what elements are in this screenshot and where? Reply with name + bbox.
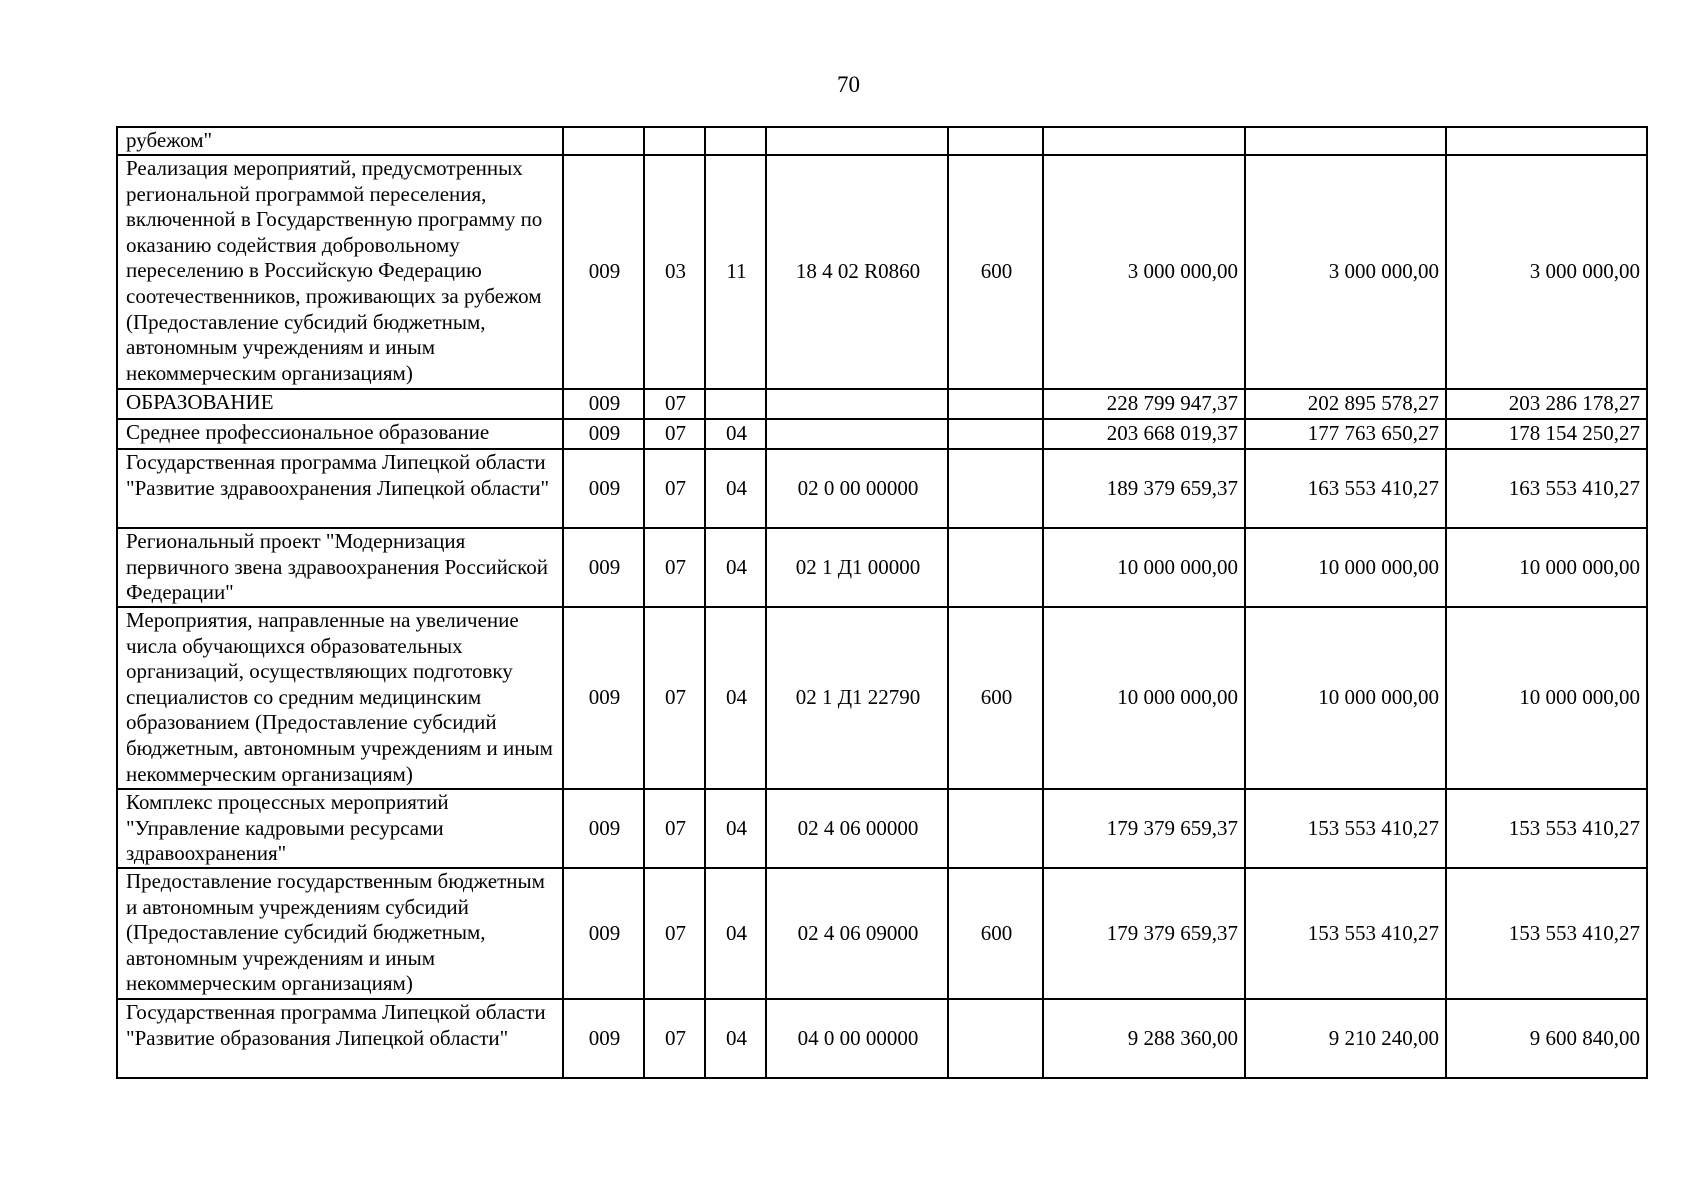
row-name: Государственная программа Липецкой области "Развитие здравоохранения Липецкой области" [117, 449, 563, 528]
cell-expense-type [948, 449, 1043, 528]
cell-expense-type [948, 999, 1043, 1078]
cell-gov-code: 009 [563, 607, 644, 789]
cell-target-article: 02 4 06 00000 [766, 789, 948, 868]
cell-amount-year3: 203 286 178,27 [1446, 389, 1647, 419]
cell-amount-year2: 10 000 000,00 [1245, 528, 1446, 607]
cell-expense-type [948, 789, 1043, 868]
table-row [117, 449, 1647, 528]
cell-subsection: 04 [705, 419, 766, 449]
cell-target-article: 02 0 00 00000 [766, 449, 948, 528]
table-row [117, 999, 1647, 1078]
cell-amount-year3: 3 000 000,00 [1446, 155, 1647, 389]
cell-amount-year3: 153 553 410,27 [1446, 789, 1647, 868]
cell-target-article: 02 1 Д1 22790 [766, 607, 948, 789]
cell-expense-type [948, 528, 1043, 607]
cell-amount-year3: 153 553 410,27 [1446, 868, 1647, 999]
cell-amount-year3: 10 000 000,00 [1446, 528, 1647, 607]
row-name: Комплекс процессных мероприятий "Управление кадровыми ресурсами здравоохранения" [117, 789, 563, 868]
cell-gov-code: 009 [563, 868, 644, 999]
cell-subsection: 04 [705, 868, 766, 999]
cell-section: 07 [644, 449, 705, 528]
row-name: рубежом" [117, 127, 563, 155]
table-body [117, 127, 1647, 1078]
cell-amount-year2: 9 210 240,00 [1245, 999, 1446, 1078]
table-row [117, 868, 1647, 999]
page-number: 70 [837, 72, 860, 97]
table-row [117, 607, 1647, 789]
cell-amount-year1: 10 000 000,00 [1043, 607, 1245, 789]
cell-subsection: 04 [705, 528, 766, 607]
cell-subsection: 11 [705, 155, 766, 389]
cell-amount-year2: 177 763 650,27 [1245, 419, 1446, 449]
cell-expense-type: 600 [948, 607, 1043, 789]
cell-gov-code: 009 [563, 419, 644, 449]
cell-amount-year1: 203 668 019,37 [1043, 419, 1245, 449]
cell-amount-year3 [1446, 127, 1647, 155]
cell-subsection: 04 [705, 607, 766, 789]
cell-target-article: 18 4 02 R0860 [766, 155, 948, 389]
cell-gov-code: 009 [563, 449, 644, 528]
cell-gov-code: 009 [563, 528, 644, 607]
cell-section: 07 [644, 389, 705, 419]
cell-amount-year1: 3 000 000,00 [1043, 155, 1245, 389]
cell-amount-year1: 228 799 947,37 [1043, 389, 1245, 419]
cell-amount-year1: 10 000 000,00 [1043, 528, 1245, 607]
table-row [117, 419, 1647, 449]
cell-expense-type [948, 419, 1043, 449]
cell-target-article: 02 1 Д1 00000 [766, 528, 948, 607]
cell-gov-code [563, 127, 644, 155]
cell-amount-year3: 163 553 410,27 [1446, 449, 1647, 528]
cell-amount-year3: 9 600 840,00 [1446, 999, 1647, 1078]
cell-section [644, 127, 705, 155]
cell-amount-year2: 202 895 578,27 [1245, 389, 1446, 419]
cell-amount-year1: 189 379 659,37 [1043, 449, 1245, 528]
cell-amount-year1: 9 288 360,00 [1043, 999, 1245, 1078]
budget-table [116, 126, 1648, 1079]
cell-amount-year2: 10 000 000,00 [1245, 607, 1446, 789]
cell-subsection [705, 389, 766, 419]
row-name: Мероприятия, направленные на увеличение числа обучающихся образовательных организаций, осуществляющих подготовку специалистов со средним медицинским образованием (Предоставление субсидий бюджетным, автономным учреждениям и иным некоммерческим организациям) [117, 607, 563, 789]
cell-section: 07 [644, 419, 705, 449]
cell-section: 03 [644, 155, 705, 389]
cell-subsection: 04 [705, 449, 766, 528]
cell-section: 07 [644, 999, 705, 1078]
cell-amount-year1: 179 379 659,37 [1043, 868, 1245, 999]
cell-gov-code: 009 [563, 789, 644, 868]
table-row [117, 127, 1647, 155]
row-name: Среднее профессиональное образование [117, 419, 563, 449]
table-row [117, 155, 1647, 389]
cell-amount-year3: 10 000 000,00 [1446, 607, 1647, 789]
cell-subsection [705, 127, 766, 155]
row-name: ОБРАЗОВАНИЕ [117, 389, 563, 419]
cell-target-article [766, 389, 948, 419]
cell-subsection: 04 [705, 999, 766, 1078]
cell-expense-type [948, 389, 1043, 419]
cell-amount-year1 [1043, 127, 1245, 155]
cell-target-article: 02 4 06 09000 [766, 868, 948, 999]
cell-expense-type: 600 [948, 868, 1043, 999]
row-name: Реализация мероприятий, предусмотренных региональной программой переселения, включенной в Государственную программу по оказанию содействия добровольному переселению в Российскую Федерацию соотечественников, проживающих за рубежом (Предоставление субсидий бюджетным, автономным учреждениям и иным некоммерческим организациям) [117, 155, 563, 389]
cell-gov-code: 009 [563, 155, 644, 389]
cell-amount-year2: 153 553 410,27 [1245, 868, 1446, 999]
cell-target-article: 04 0 00 00000 [766, 999, 948, 1078]
row-name: Региональный проект "Модернизация первичного звена здравоохранения Российской Федерации" [117, 528, 563, 607]
cell-subsection: 04 [705, 789, 766, 868]
table-row [117, 528, 1647, 607]
cell-expense-type: 600 [948, 155, 1043, 389]
cell-amount-year2: 153 553 410,27 [1245, 789, 1446, 868]
row-name: Предоставление государственным бюджетным и автономным учреждениям субсидий (Предоставление субсидий бюджетным, автономным учреждениям и иным некоммерческим организациям) [117, 868, 563, 999]
cell-amount-year2: 3 000 000,00 [1245, 155, 1446, 389]
cell-section: 07 [644, 868, 705, 999]
cell-section: 07 [644, 528, 705, 607]
cell-section: 07 [644, 607, 705, 789]
cell-gov-code: 009 [563, 389, 644, 419]
table-row [117, 789, 1647, 868]
cell-expense-type [948, 127, 1043, 155]
cell-amount-year1: 179 379 659,37 [1043, 789, 1245, 868]
cell-gov-code: 009 [563, 999, 644, 1078]
row-name: Государственная программа Липецкой области "Развитие образования Липецкой области" [117, 999, 563, 1078]
cell-section: 07 [644, 789, 705, 868]
cell-target-article [766, 419, 948, 449]
cell-amount-year2 [1245, 127, 1446, 155]
cell-target-article [766, 127, 948, 155]
cell-amount-year3: 178 154 250,27 [1446, 419, 1647, 449]
cell-amount-year2: 163 553 410,27 [1245, 449, 1446, 528]
table-row [117, 389, 1647, 419]
